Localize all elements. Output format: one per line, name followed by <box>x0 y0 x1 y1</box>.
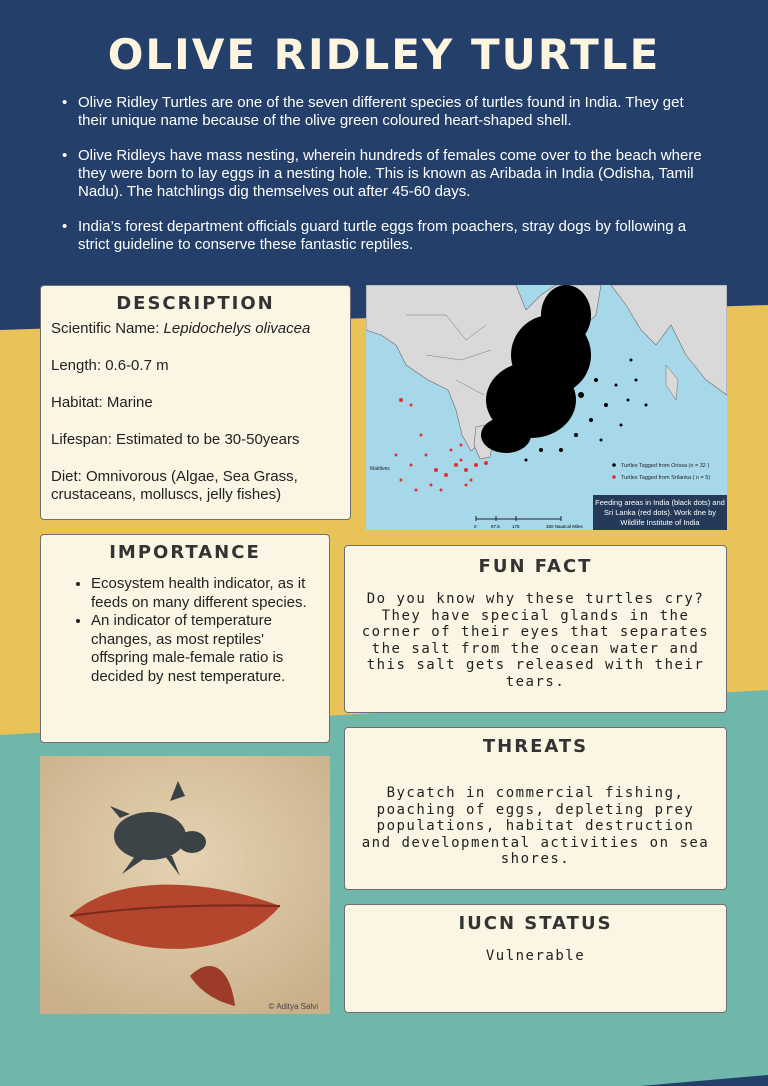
importance-item: • Ecosystem health indicator, as it feeds on many different species. <box>91 575 321 612</box>
length: Length: 0.6-0.7 m <box>51 357 169 374</box>
importance-heading: IMPORTANCE <box>109 542 261 563</box>
iucn-heading: IUCN STATUS <box>458 913 613 934</box>
iucn-status-value: Vulnerable <box>485 948 586 964</box>
threats-text: Bycatch in commercial fishing, poaching of eggs, depleting prey populations, habitat destruction and developmental activities on sea shores. <box>361 785 710 867</box>
scale-tick: 175 <box>512 524 520 529</box>
scale-tick: 87.5 <box>491 524 500 529</box>
scientific-name-label: Scientific Name: <box>51 320 164 337</box>
feeding-areas-map <box>366 285 727 530</box>
fun-fact-heading: FUN FACT <box>478 556 593 577</box>
iucn-card <box>344 904 727 1013</box>
intro-item: • Olive Ridley Turtles are one of the seven different species of turtles found in India. They get their unique name because of the olive green coloured heart-shaped shell. <box>58 94 708 130</box>
legend-srilanka: Turtles Tagged from Srilanka ( n = 5) <box>621 475 711 481</box>
threats-heading: THREATS <box>482 736 589 757</box>
description-heading: DESCRIPTION <box>116 293 275 314</box>
scientific-name <box>51 320 350 338</box>
map-graphic <box>366 285 727 530</box>
intro-item: • India’s forest department officials guard turtle eggs from poachers, stray dogs by following a strict guideline to conserve these fantastic reptiles. <box>58 218 708 254</box>
fun-fact-text: Do you know why these turtles cry? They have special glands in the corner of their eyes that separates the salt from the ocean water and this salt gets released with their tears. <box>361 591 710 690</box>
lifespan: Lifespan: Estimated to be 30-50years <box>51 431 300 448</box>
threats-card <box>344 727 727 890</box>
fun-fact-card <box>344 545 727 713</box>
turtle-hatchling-photo <box>40 756 330 1014</box>
page-title: OLIVE RIDLEY TURTLE <box>107 30 661 79</box>
importance-item: • An indicator of temperature changes, as most reptiles' offspring male-female ratio is decided by nest temperature. <box>91 612 321 686</box>
description-card <box>40 285 351 520</box>
importance-list <box>41 575 329 686</box>
scale-tick: 350 Nautical Miles <box>546 524 583 529</box>
intro-list <box>58 94 708 271</box>
maldives-label: Maldives <box>370 466 390 472</box>
diet: Diet: Omnivorous (Algae, Sea Grass, crustaceans, molluscs, jelly fishes) <box>51 468 298 503</box>
photo-credit: © Aditya Salvi <box>268 1002 318 1011</box>
habitat: Habitat: Marine <box>51 394 153 411</box>
photo-illustration <box>40 756 330 1014</box>
intro-item: • Olive Ridleys have mass nesting, wherein hundreds of females come over to the beach where they were born to lay eggs in a nesting hole. This is known as Aribada in India (Odisha, Tamil Nadu). The hatchlings dig themselves out after 45-60 days. <box>58 147 708 201</box>
legend-orissa: Turtles Tagged from Orissa (n = 32 ) <box>621 463 710 469</box>
scientific-name-value: Lepidochelys olivacea <box>163 320 311 337</box>
map-caption: Feeding areas in India (black dots) and Sri Lanka (red dots). Work dne by Wildlife Institute of India <box>593 495 727 530</box>
importance-card <box>40 534 330 743</box>
scale-tick: 0 <box>474 524 477 529</box>
